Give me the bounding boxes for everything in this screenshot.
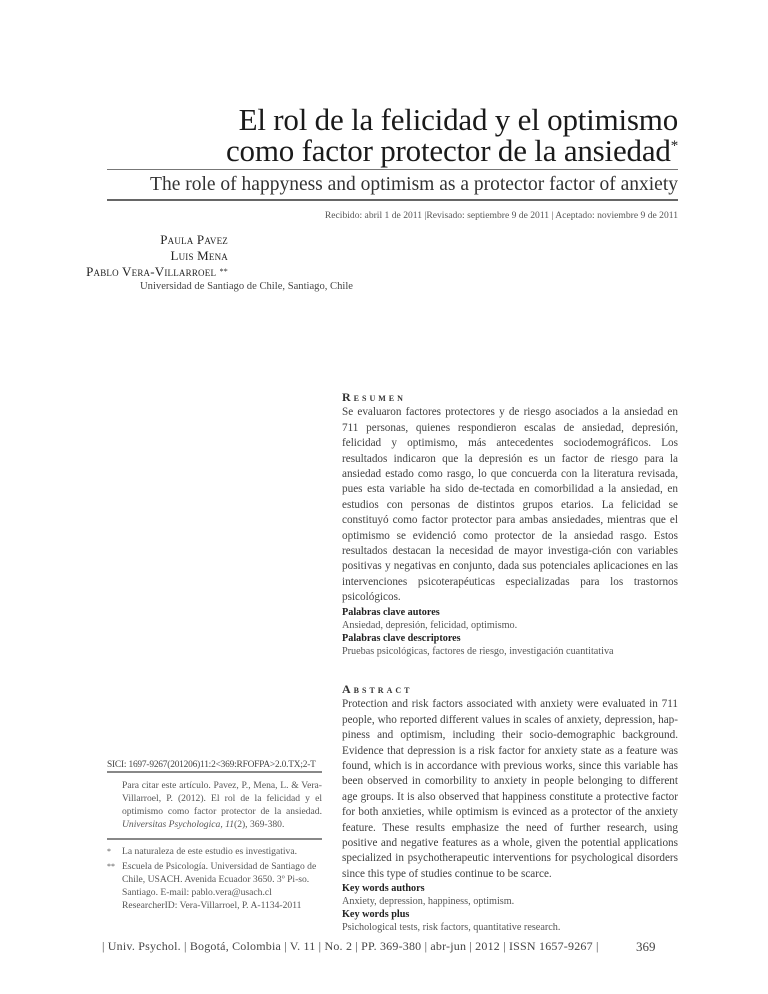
title-line-1: El rol de la felicidad y el optimismo: [238, 102, 678, 137]
author-name: Luis Mena: [170, 248, 228, 263]
title-rule-bottom: [107, 199, 678, 201]
keywords-authors: Ansiedad, depresión, felicidad, optimismo.: [342, 619, 518, 631]
keywords-english: Anxiety, depression, happiness, optimism.: [342, 896, 515, 908]
footnote: [107, 860, 322, 912]
footnote-rule: [107, 838, 322, 840]
citation-text: Para citar este artículo. Pavez, P., Mena, L. & Vera-Villarroel, P. (2012). El rol de la felicidad y el optimismo como factor protector de la ansiedad.: [122, 780, 322, 817]
english-title: The role of happyness and optimism as a protector factor of anxiety: [150, 174, 678, 195]
footnote-text: La naturaleza de este estudio es investigativa.: [122, 846, 298, 857]
article-title: [226, 104, 678, 166]
footnote-text: Escuela de Psicología. Universidad de Santiago de Chile, USACH. Avenida Ecuador 3650. 3º Pi-so. Santiago. E-mail: pablo.vera@usach.cl ResearcherID: Vera-Villarroel, P. A-1134-2011: [122, 861, 317, 911]
citation-rule: [107, 771, 322, 773]
keywords-plus-label: Key words plus: [342, 909, 410, 921]
author-footnote-mark: **: [219, 267, 228, 276]
author-list: [86, 232, 228, 280]
keywords-descriptors: Pruebas psicológicas, factores de riesgo, investigación cuantitativa: [342, 645, 614, 657]
keywords-plus: Psichological tests, risk factors, quantitative research.: [342, 922, 561, 934]
abstract-heading: Abstract: [342, 682, 413, 696]
sici-code: SICI: 1697-9267(201206)11:2<369:RFOFPA>2.0.TX;2-T: [107, 760, 316, 770]
resumen-section: [342, 390, 678, 658]
footnote-mark: **: [107, 862, 115, 871]
citation-journal: Universitas Psychologica, 11: [122, 819, 234, 830]
keywords-authors-label: Palabras clave autores: [342, 606, 440, 618]
footnote: [107, 845, 322, 858]
page-number: 369: [636, 939, 656, 954]
author-name: Paula Pavez: [160, 232, 228, 247]
keywords-english-label: Key words authors: [342, 883, 425, 895]
submission-dates: Recibido: abril 1 de 2011 |Revisado: septiembre 9 de 2011 | Aceptado: noviembre 9 de 2011: [324, 210, 678, 221]
author-name: Pablo Vera-Villarroel: [86, 264, 217, 279]
abstract-text: Protection and risk factors associated with anxiety were evaluated in 711 people, who reported different values in scales of anxiety, depression, hap-piness and optimism, including their socio-demographic background. Evidence that depression is a risk factor for anxiety state as a feature was found, which is in accordance with previous works, since this variable has been observed in comorbility to anxiety in people belonging to different age groups. It is also observed that happiness constitute a protective factor for both anxieties, while optimism is evinced as a protector of the anxiety feature. These results emphasize the need of further research, using positive and negative features as a whole, given the potential applications specialized in psychotherapeutic interventions for psychological disorders since this type of studies continue to be scarce.: [342, 698, 678, 880]
citation-issue: (2), 369-380.: [234, 819, 285, 830]
title-footnote-mark: *: [670, 138, 678, 154]
resumen-text: Se evaluaron factores protectores y de riesgo asociados a la ansiedad en 711 personas, quienes respondieron escalas de ansiedad, depresión, felicidad y optimismo, más antecedentes sociodemográficos. Los resultados indicaron que la depresión es un factor de riesgo para la ansiedad estado como rasgo, lo que concuerda con la literatura revisada, pues esta variable ha sido de-tectada en comorbilidad a la ansiedad, en estudios con personas de distintos grupos etarios. La felicidad se constituyó como factor protector para ambas ansiedades, mientras que el optimismo se evidenció como protector de la ansiedad rasgo. Estos resultados destacan la necesidad de mayor investiga-ción con variables positivas y negativas en conjunto, dada sus potenciales aplicaciones en las intervenciones psicoterapéuticas especializadas para los trastornos psicológicos.: [342, 406, 678, 604]
citation-box: [122, 779, 322, 831]
resumen-heading: Resumen: [342, 390, 406, 404]
keywords-descriptors-label: Palabras clave descriptores: [342, 632, 461, 644]
footnote-mark: *: [107, 847, 111, 856]
title-line-2: como factor protector de la ansiedad: [226, 133, 671, 168]
author-affiliation: Universidad de Santiago de Chile, Santiago, Chile: [140, 281, 354, 292]
journal-footer: | Univ. Psychol. | Bogotá, Colombia | V. 11 | No. 2 | PP. 369-380 | abr-jun | 2012 | ISSN 1657-9267 |: [102, 939, 599, 953]
title-rule-top: [107, 169, 678, 170]
abstract-section: [342, 682, 678, 934]
